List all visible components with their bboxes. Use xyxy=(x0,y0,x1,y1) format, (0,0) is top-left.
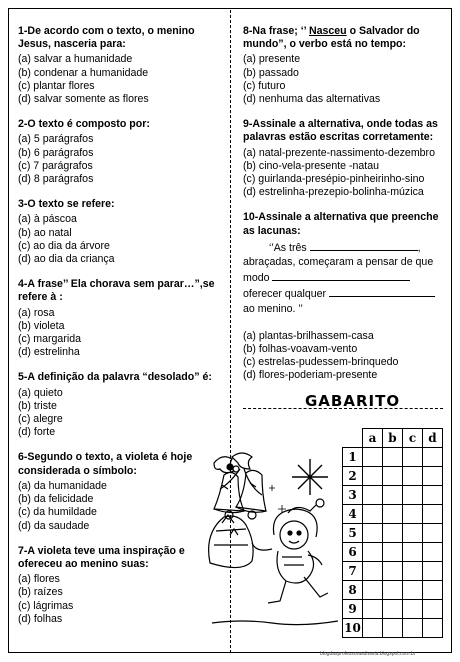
option: (b) passado xyxy=(243,66,299,79)
blank[interactable] xyxy=(329,286,435,297)
bell-icon xyxy=(214,470,266,519)
answer-cell[interactable] xyxy=(383,543,403,562)
option: (c) ao dia da árvore xyxy=(18,239,110,252)
answer-cell[interactable] xyxy=(363,600,383,619)
answer-cell[interactable] xyxy=(423,619,443,638)
question-stem: 5-A definição da palavra “desolado” é: xyxy=(18,371,212,384)
grid-row xyxy=(343,562,443,581)
grid-corner xyxy=(343,429,363,448)
question-stem: 6-Segundo o texto, a violeta é hoje considerada o símbolo: xyxy=(18,451,193,477)
question-1 xyxy=(18,25,223,106)
question-stem: 9-Assinale a alternativa, onde todas as palavras estão escritas corretamente: xyxy=(243,118,438,144)
fill-text: modo xyxy=(243,272,270,285)
gift-sack xyxy=(209,515,254,568)
option: (a) natal-prezente-nassimento-dezembro xyxy=(243,146,435,159)
question-7 xyxy=(18,545,223,626)
option: (c) plantar flores xyxy=(18,79,95,92)
answer-cell[interactable] xyxy=(383,562,403,581)
question-10 xyxy=(243,211,448,382)
option: (a) da humanidade xyxy=(18,479,107,492)
option: (b) cino-vela-presente -natau xyxy=(243,159,380,172)
fill-line-1 xyxy=(243,240,448,255)
christmas-illustration xyxy=(202,445,342,635)
option: (a) presente xyxy=(243,53,301,66)
answer-cell[interactable] xyxy=(363,448,383,467)
question-stem xyxy=(243,25,448,51)
grid-header-row xyxy=(343,429,443,448)
option: (c) alegre xyxy=(18,413,63,426)
answer-cell[interactable] xyxy=(383,486,403,505)
grid-row xyxy=(343,524,443,543)
fill-line-5: ao menino. ’’ xyxy=(243,302,303,315)
answer-cell[interactable] xyxy=(363,619,383,638)
answer-cell[interactable] xyxy=(423,581,443,600)
answer-cell[interactable] xyxy=(403,581,423,600)
answer-cell[interactable] xyxy=(423,448,443,467)
answer-cell[interactable] xyxy=(383,505,403,524)
option: (d) nenhuma das alternativas xyxy=(243,93,381,106)
question-stem: 7-A violeta teve uma inspiração e ofereceu ao menino suas: xyxy=(18,544,185,570)
answer-cell[interactable] xyxy=(383,467,403,486)
grid-row-number: 3 xyxy=(343,486,363,505)
gabarito-divider xyxy=(243,408,443,409)
option: (b) violeta xyxy=(18,319,65,332)
option: (a) quieto xyxy=(18,386,63,399)
fill-line-2: abraçadas, começaram a pensar de que xyxy=(243,256,434,269)
footer-credit: blogdasprofessorasdivaria.blogspot.com.br xyxy=(320,651,416,657)
option: (d) estrelinha xyxy=(18,346,80,359)
grid-row xyxy=(343,486,443,505)
fill-line-3 xyxy=(243,270,448,285)
option: (d) 8 parágrafos xyxy=(18,173,94,186)
option: (d) folhas xyxy=(18,612,63,625)
option: (c) da humildade xyxy=(18,506,97,519)
answer-cell[interactable] xyxy=(383,581,403,600)
question-stem: 3-O texto se refere: xyxy=(18,198,115,211)
answer-grid xyxy=(342,428,443,638)
answer-cell[interactable] xyxy=(423,505,443,524)
option: (a) flores xyxy=(18,573,60,586)
grid-row xyxy=(343,505,443,524)
answer-cell[interactable] xyxy=(403,448,423,467)
grid-row-number: 8 xyxy=(343,581,363,600)
answer-cell[interactable] xyxy=(423,600,443,619)
answer-cell[interactable] xyxy=(403,600,423,619)
answer-cell[interactable] xyxy=(363,543,383,562)
option: (a) à páscoa xyxy=(18,213,77,226)
answer-cell[interactable] xyxy=(363,467,383,486)
question-8 xyxy=(243,25,448,106)
sparkle-icon xyxy=(269,485,286,513)
answer-cell[interactable] xyxy=(403,543,423,562)
grid-row-number: 4 xyxy=(343,505,363,524)
answer-cell[interactable] xyxy=(363,524,383,543)
option: (d) da saudade xyxy=(18,519,90,532)
fill-text: , xyxy=(417,241,421,254)
option: (b) ao natal xyxy=(18,226,72,239)
grid-row-number: 7 xyxy=(343,562,363,581)
answer-cell[interactable] xyxy=(423,467,443,486)
answer-cell[interactable] xyxy=(403,505,423,524)
answer-cell[interactable] xyxy=(403,524,423,543)
option: (d) estrelinha-prezepio-bolinha-múzica xyxy=(243,186,424,199)
answer-cell[interactable] xyxy=(383,619,403,638)
option: (c) margarida xyxy=(18,333,81,346)
option: (c) guirlanda-presépio-pinheirinho-sino xyxy=(243,173,425,186)
option: (a) 5 parágrafos xyxy=(18,133,94,146)
question-stem: 10-Assinale a alternativa que preenche as lacunas: xyxy=(243,211,439,237)
answer-cell[interactable] xyxy=(363,505,383,524)
grid-column-header: a xyxy=(363,429,383,448)
holly-icon xyxy=(214,453,252,473)
stem-after: o Salvador do mundo”, o verbo está no tempo: xyxy=(243,25,420,51)
answer-cell[interactable] xyxy=(423,562,443,581)
option: (d) flores-poderiam-presente xyxy=(243,369,378,382)
answer-cell[interactable] xyxy=(383,600,403,619)
blank[interactable] xyxy=(272,270,410,281)
option: (b) condenar a humanidade xyxy=(18,66,149,79)
grid-row xyxy=(343,448,443,467)
option: (b) folhas-voavam-vento xyxy=(243,343,358,356)
option: (d) salvar somente as flores xyxy=(18,93,149,106)
ground-line xyxy=(212,621,338,625)
fill-text: oferecer qualquer xyxy=(243,288,327,301)
option: (b) 6 parágrafos xyxy=(18,146,94,159)
grid-row-number: 2 xyxy=(343,467,363,486)
answer-cell[interactable] xyxy=(363,581,383,600)
answer-cell[interactable] xyxy=(403,467,423,486)
question-5 xyxy=(18,371,223,439)
option: (b) triste xyxy=(18,399,57,412)
grid-row-number: 5 xyxy=(343,524,363,543)
grid-row-number: 9 xyxy=(343,600,363,619)
grid-row xyxy=(343,581,443,600)
stem-before: 8-Na frase; ‘’ xyxy=(243,25,309,37)
answer-cell[interactable] xyxy=(383,524,403,543)
grid-row xyxy=(343,467,443,486)
grid-row xyxy=(343,600,443,619)
option: (d) forte xyxy=(18,426,56,439)
grid-row xyxy=(343,543,443,562)
question-6 xyxy=(18,451,223,532)
left-column xyxy=(18,25,223,638)
option: (b) raízes xyxy=(18,586,63,599)
answer-cell[interactable] xyxy=(423,543,443,562)
option: (d) ao dia da criança xyxy=(18,253,115,266)
grid-row-number: 10 xyxy=(343,619,363,638)
question-stem: 1-De acordo com o texto, o menino Jesus, nasceria para: xyxy=(18,25,195,51)
grid-row xyxy=(343,619,443,638)
gabarito-title: GABARITO xyxy=(305,392,401,410)
child-character xyxy=(252,499,328,603)
option: (c) lágrimas xyxy=(18,599,74,612)
answer-cell[interactable] xyxy=(423,524,443,543)
question-stem: 4-A frase’’ Ela chorava sem parar…”,se refere à : xyxy=(18,278,215,304)
question-9 xyxy=(243,118,448,199)
fill-text: ‘’As três xyxy=(269,241,307,254)
question-4 xyxy=(18,278,223,359)
grid-column-header: b xyxy=(383,429,403,448)
answer-cell[interactable] xyxy=(403,486,423,505)
grid-row-number: 6 xyxy=(343,543,363,562)
option: (a) rosa xyxy=(18,306,55,319)
option: (a) salvar a humanidade xyxy=(18,53,133,66)
answer-cell[interactable] xyxy=(383,448,403,467)
question-2 xyxy=(18,118,223,186)
grid-row-number: 1 xyxy=(343,448,363,467)
fill-line-4 xyxy=(243,286,448,301)
answer-cell[interactable] xyxy=(403,619,423,638)
option: (b) da felicidade xyxy=(18,493,94,506)
grid-column-header: c xyxy=(403,429,423,448)
underlined-verb: Nasceu xyxy=(308,25,347,37)
right-column xyxy=(243,25,448,395)
star-icon xyxy=(292,459,328,495)
blank[interactable] xyxy=(310,240,418,251)
option: (c) 7 parágrafos xyxy=(18,159,93,172)
answer-cell[interactable] xyxy=(363,486,383,505)
answer-cell[interactable] xyxy=(403,562,423,581)
question-3 xyxy=(18,198,223,266)
option: (c) estrelas-pudessem-brinquedo xyxy=(243,356,399,369)
grid-column-header: d xyxy=(423,429,443,448)
answer-cell[interactable] xyxy=(423,486,443,505)
question-stem: 2-O texto é composto por: xyxy=(18,118,150,131)
answer-cell[interactable] xyxy=(363,562,383,581)
option: (c) futuro xyxy=(243,79,286,92)
option: (a) plantas-brilhassem-casa xyxy=(243,329,374,342)
